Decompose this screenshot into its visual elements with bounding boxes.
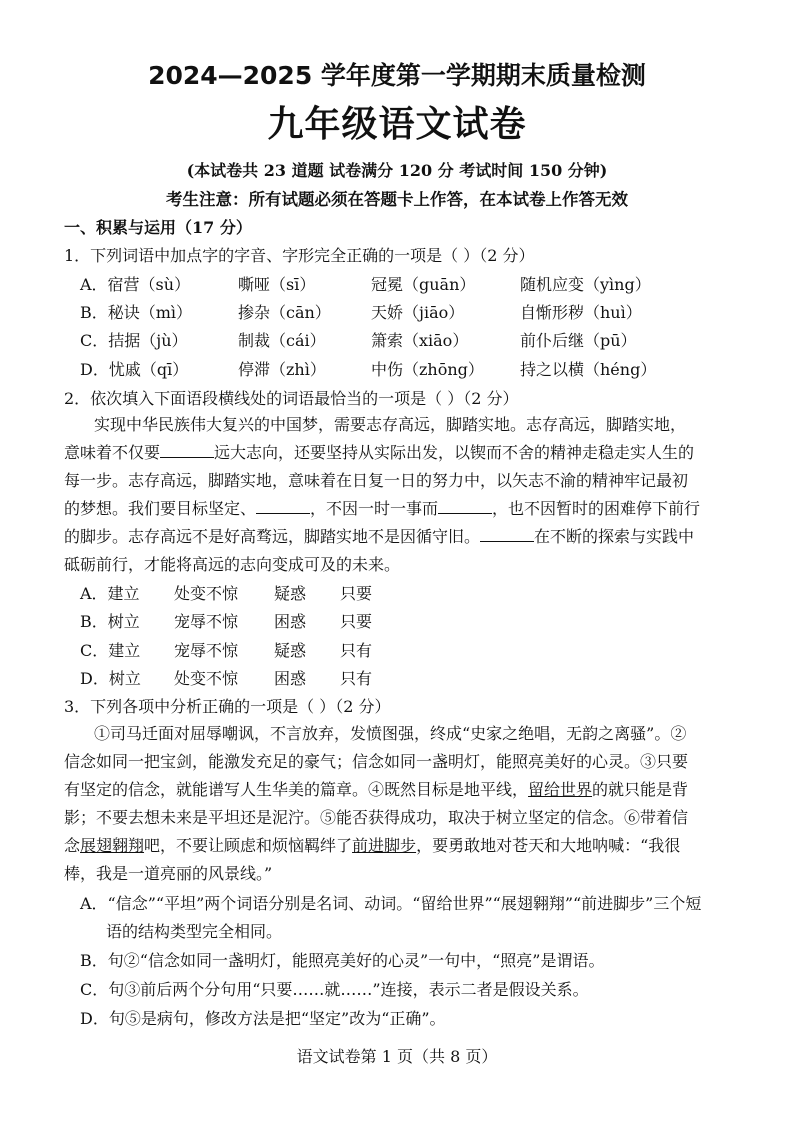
q2-passage-line-3: 每一步。志存高远，脚踏实地，意味着在日复一日的努力中，以矢志不渝的精神牢记最初 xyxy=(64,471,689,490)
q3-option-d: D．句⑤是病句，修改方法是把“坚定”改为“正确”。 xyxy=(80,1009,446,1028)
q2-option-b-3: 困惑 xyxy=(274,612,307,631)
q2-option-d-2: 处变不惊 xyxy=(174,669,239,688)
q2-passage-line-4: 的梦想。我们要目标坚定、 ，不因一时一事而 ，也不因暂时的困难停下前行 xyxy=(64,499,701,518)
q2-passage-line-1: 实现中华民族伟大复兴的中国梦，需要志存高远，脚踏实地。志存高远，脚踏实地， xyxy=(94,415,687,434)
exam-notice: 考生注意：所有试题必须在答题卡上作答，在本试卷上作答无效 xyxy=(166,190,628,209)
q2-option-b-2: 宠辱不惊 xyxy=(174,612,239,631)
q2-option-c-2: 宠辱不惊 xyxy=(174,641,239,660)
q1-option-c-2: 制裁（cái） xyxy=(238,331,326,350)
question-1-stem: 1．下列词语中加点字的字音、字形完全正确的一项是（ ）（2 分） xyxy=(64,246,535,265)
q1-option-c-1: C．拮据（jù） xyxy=(80,331,188,350)
q2-option-d-4: 只有 xyxy=(340,669,373,688)
q1-option-b-2: 掺杂（cān） xyxy=(238,303,331,322)
q2-option-a-1: A．建立 xyxy=(80,584,140,603)
q2-option-a-2: 处变不惊 xyxy=(174,584,239,603)
q3-passage-line-6: 棒，我是一道亮丽的风景线。” xyxy=(64,864,273,883)
exam-title-year: 2024—2025 学年度第一学期期末质量检测 xyxy=(148,61,646,90)
q2-option-b-4: 只要 xyxy=(340,612,373,631)
q1-option-c-4: 前仆后继（pū） xyxy=(520,331,637,350)
q3-option-c: C．句③前后两个分句用“只要……就……”连接，表示二者是假设关系。 xyxy=(80,980,589,999)
q1-option-a-1: A．宿营（sù） xyxy=(80,275,191,294)
fill-blank-3 xyxy=(438,499,492,514)
q2-option-a-3: 疑惑 xyxy=(274,584,307,603)
q2-passage-line-2: 意味着不仅要 远大志向，还要坚持从实际出发，以锲而不舍的精神走稳走实人生的 xyxy=(64,443,695,462)
underlined-phrase-3: 前进脚步 xyxy=(352,836,417,855)
q2-option-d-3: 困惑 xyxy=(274,669,307,688)
q1-option-c-3: 箫索（xiāo） xyxy=(371,331,469,350)
q2-option-a-4: 只要 xyxy=(340,584,373,603)
question-3-stem: 3．下列各项中分析正确的一项是（ ）（2 分） xyxy=(64,697,391,716)
q1-option-d-1: D．忧戚（qī） xyxy=(80,360,189,379)
q2-option-c-3: 疑惑 xyxy=(274,641,307,660)
q1-option-b-4: 自惭形秽（huì） xyxy=(520,303,642,322)
q3-passage-line-5: 念展翅翱翔吧，不要让顾虑和烦恼羁绊了前进脚步，要勇敢地对苍天和大地呐喊：“我很 xyxy=(64,836,681,855)
q2-option-d-1: D．树立 xyxy=(80,669,141,688)
q1-option-a-2: 嘶哑（sī） xyxy=(238,275,316,294)
q1-option-d-3: 中伤（zhōng） xyxy=(371,360,484,379)
fill-blank-4 xyxy=(480,527,534,542)
q3-passage-line-2: 信念如同一把宝剑，能激发充足的豪气；信念如同一盏明灯，能照亮美好的心灵。③只要 xyxy=(64,752,689,771)
q1-option-d-2: 停滞（zhì） xyxy=(238,360,326,379)
q2-passage-line-6: 砥砺前行，才能将高远的志向变成可及的未来。 xyxy=(64,555,401,574)
q2-passage-line-5: 的脚步。志存高远不是好高骛远，脚踏实地不是因循守旧。 在不断的探索与实践中 xyxy=(64,527,695,546)
page-footer: 语文试卷第 1 页（共 8 页） xyxy=(296,1047,498,1066)
section-heading: 一、积累与运用（17 分） xyxy=(64,218,252,237)
underlined-phrase-2: 展翅翱翔 xyxy=(80,836,145,855)
exam-title-subject: 九年级语文试卷 xyxy=(267,104,527,145)
q3-option-a-line-1: A．“信念”“平坦”两个词语分别是名词、动词。“留给世界”“展翅翱翔”“前进脚步”三个短 xyxy=(80,894,702,913)
q3-passage-line-1: ①司马迁面对屈辱嘲讽，不言放弃，发愤图强，终成“史家之绝唱，无韵之离骚”。② xyxy=(94,724,687,743)
q3-passage-line-4: 影；不要去想未来是平坦还是泥泞。⑤能否获得成功，取决于树立坚定的信念。⑥带着信 xyxy=(64,808,689,827)
q3-passage-line-3: 有坚定的信念，就能谱写人生华美的篇章。④既然目标是地平线，留给世界的就只能是背 xyxy=(64,780,689,799)
q2-option-c-4: 只有 xyxy=(340,641,373,660)
fill-blank-2 xyxy=(256,499,310,514)
fill-blank-1 xyxy=(160,443,214,458)
question-2-stem: 2．依次填入下面语段横线处的词语最恰当的一项是（ ）（2 分） xyxy=(64,389,519,408)
q2-option-b-1: B．树立 xyxy=(80,612,140,631)
q1-option-b-1: B．秘诀（mì） xyxy=(80,303,193,322)
q2-option-c-1: C．建立 xyxy=(80,641,141,660)
q3-option-a-line-2: 语的结构类型完全相同。 xyxy=(106,922,283,941)
q1-option-a-4: 随机应变（yìng） xyxy=(520,275,651,294)
exam-info: (本试卷共 23 道题 试卷满分 120 分 考试时间 150 分钟) xyxy=(186,161,608,180)
q1-option-a-3: 冠冕（guān） xyxy=(371,275,476,294)
q1-option-b-3: 天娇（jiāo） xyxy=(371,303,465,322)
q3-option-b: B．句②“信念如同一盏明灯，能照亮美好的心灵”一句中，“照亮”是谓语。 xyxy=(80,951,605,970)
q1-option-d-4: 持之以横（héng） xyxy=(520,360,657,379)
underlined-phrase-1: 留给世界 xyxy=(528,780,593,799)
